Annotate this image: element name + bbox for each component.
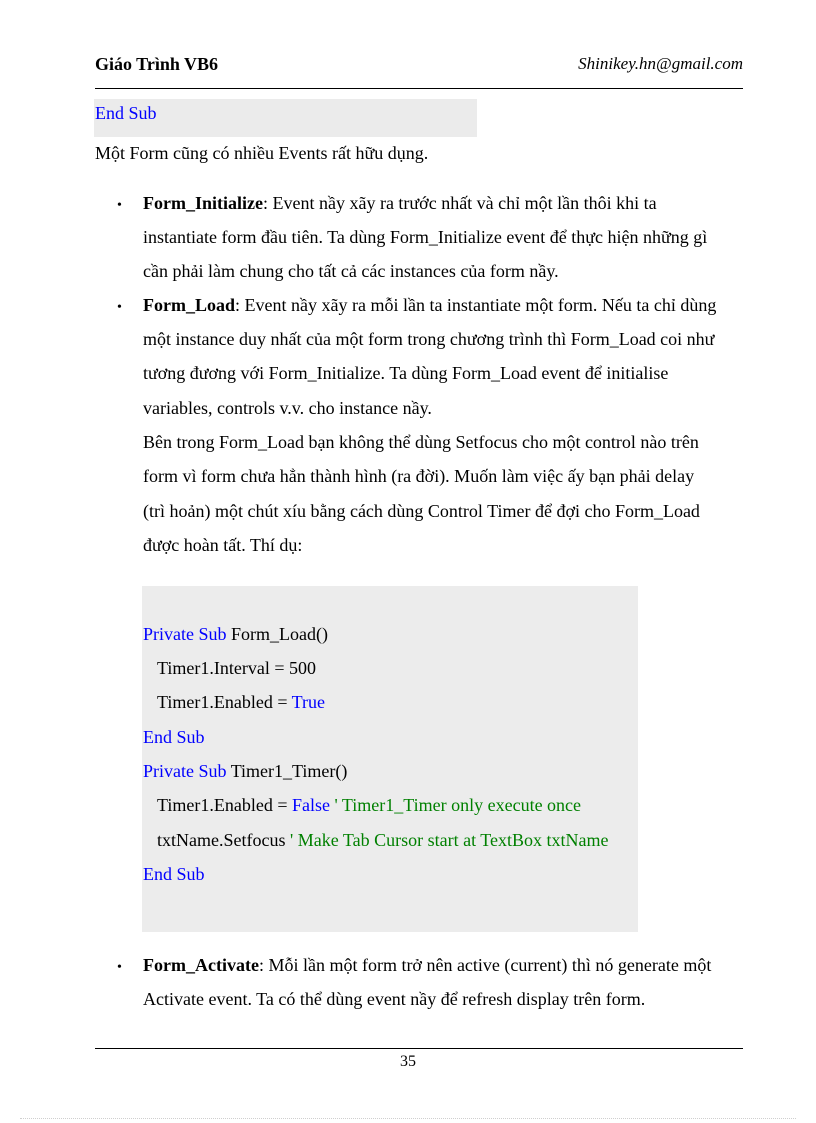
bullet-activate-line-1	[143, 948, 711, 982]
header-divider	[95, 88, 743, 89]
load-text-1: : Event nầy xãy ra mỗi lần ta instantiate một form. Nếu ta chỉ dùng	[235, 295, 717, 315]
term-form-load: Form_Load	[143, 295, 235, 315]
code-line-enabled-false: Timer1.Enabled = False ' Timer1_Timer only execute once	[157, 795, 582, 815]
bullet-load-line-1	[143, 288, 716, 322]
bullet-initialize-line-3: cần phải làm chung cho tất cả các instances của form nầy.	[143, 261, 559, 281]
term-form-initialize: Form_Initialize	[143, 193, 263, 213]
page-number: 35	[400, 1053, 416, 1070]
bullet-load-line-6: form vì form chưa hẳn thành hình (ra đời). Muốn làm việc ấy bạn phải delay	[143, 466, 695, 486]
bullet-marker: •	[117, 300, 122, 315]
bullet-load-line-3: tương đương với Form_Initialize. Ta dùng Form_Load event để initialise	[143, 363, 669, 383]
activate-text-1: : Mỗi lần một form trở nên active (current) thì nó generate một	[258, 955, 712, 975]
header-title: Giáo Trình VB6	[95, 54, 219, 74]
code-line-setfocus: txtName.Setfocus ' Make Tab Cursor start at TextBox txtName	[157, 830, 609, 850]
bullet-load-line-8: được hoàn tất. Thí dụ:	[143, 535, 303, 555]
intro-paragraph: Một Form cũng có nhiều Events rất hữu dụng.	[95, 143, 429, 163]
bullet-load-line-4: variables, controls v.v. cho instance nầy.	[143, 398, 432, 418]
bullet-load-line-5: Bên trong Form_Load bạn không thể dùng Setfocus cho một control nào trên	[143, 432, 699, 452]
bullet-initialize-line-1	[143, 186, 657, 220]
bullet-load-line-7: (trì hoản) một chút xíu bằng cách dùng Control Timer để đợi cho Form_Load	[143, 501, 700, 521]
code-line-end-sub-2: End Sub	[143, 864, 205, 884]
bullet-marker: •	[117, 960, 122, 975]
bullet-activate-line-2: Activate event. Ta có thể dùng event nầy để refresh display trên form.	[143, 989, 646, 1009]
initialize-text-1: : Event nầy xãy ra trước nhất và chỉ một lần thôi khi ta	[262, 193, 657, 213]
code-line-form-load-sig: Private Sub Form_Load()	[143, 624, 328, 644]
code-line-timer-sig: Private Sub Timer1_Timer()	[143, 761, 348, 781]
code-line-enabled-true: Timer1.Enabled = True	[157, 692, 326, 712]
bullet-marker: •	[117, 198, 122, 213]
term-form-activate: Form_Activate	[143, 955, 259, 975]
code-line-end-sub-1: End Sub	[143, 727, 205, 747]
code-end-sub-top: End Sub	[95, 103, 157, 123]
footer-divider	[95, 1048, 743, 1049]
code-line-interval: Timer1.Interval = 500	[157, 658, 316, 678]
bullet-initialize-line-2: instantiate form đầu tiên. Ta dùng Form_Initialize event để thực hiện những gì	[143, 227, 708, 247]
header-email: Shinikey.hn@gmail.com	[578, 54, 743, 73]
page-edge-dots	[20, 1118, 796, 1119]
bullet-load-line-2: một instance duy nhất của một form trong chương trình thì Form_Load coi như	[143, 329, 715, 349]
